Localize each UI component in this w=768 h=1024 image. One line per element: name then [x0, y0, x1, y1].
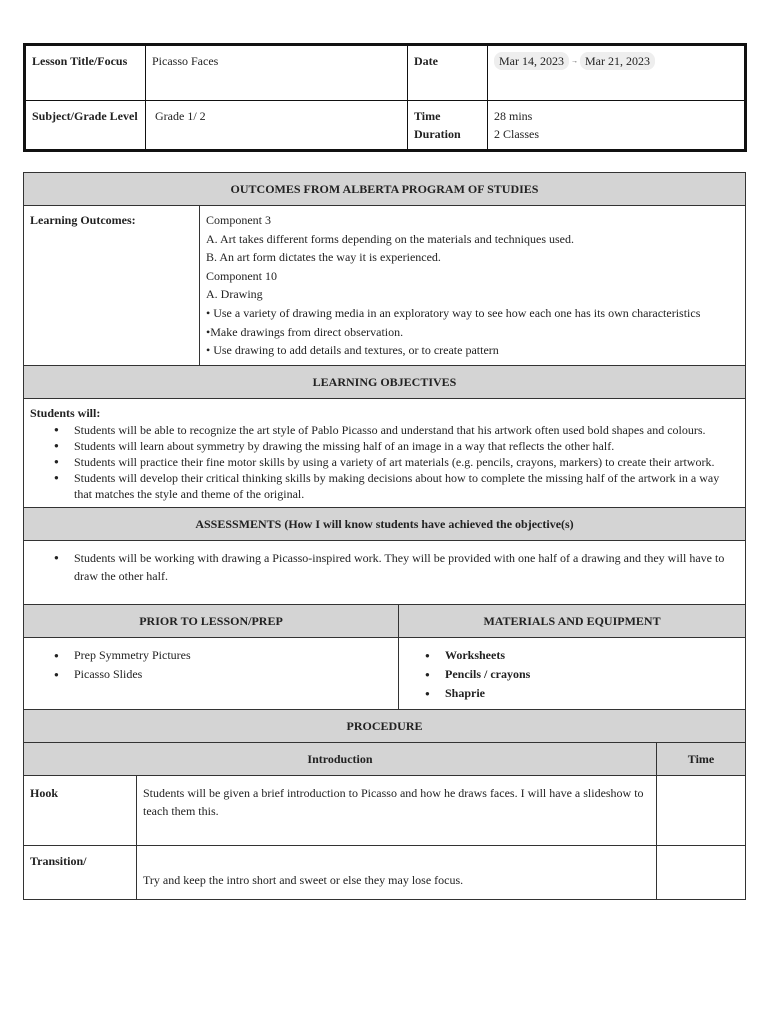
- subject-grade-value[interactable]: Grade 1/ 2: [146, 101, 408, 151]
- materials-content[interactable]: [399, 637, 746, 709]
- objectives-content[interactable]: [24, 398, 746, 507]
- list-item: ● Students will practice their fine motor skills by using a variety of art materials (e.g. pencils, crayons, markers) to create their artwork.: [30, 454, 739, 470]
- transition-label: Transition/: [24, 845, 137, 899]
- outcome-line: • Use drawing to add details and textures, or to create pattern: [206, 343, 499, 358]
- time-minutes: 28 mins: [494, 109, 533, 123]
- objectives-list: [30, 422, 739, 502]
- hook-label: Hook: [24, 775, 137, 845]
- lesson-plan-table: [23, 172, 746, 900]
- learning-outcomes-content[interactable]: [200, 206, 746, 366]
- prep-list: [30, 646, 392, 684]
- hook-text[interactable]: Students will be given a brief introduction to Picasso and how he draws faces. I will have a slideshow to teach them this.: [137, 775, 657, 845]
- prep-heading: PRIOR TO LESSON/PREP: [24, 604, 399, 637]
- time-column-heading: Time: [657, 742, 746, 775]
- objectives-heading: LEARNING OBJECTIVES: [24, 365, 746, 398]
- list-item: ● Students will be working with drawing a Picasso-inspired work. They will be provided with one half of a drawing and they will have to draw the other half.: [30, 549, 739, 585]
- outcomes-heading: OUTCOMES FROM ALBERTA PROGRAM OF STUDIES: [24, 173, 746, 206]
- list-item: ● Prep Symmetry Pictures: [30, 646, 392, 665]
- objectives-intro: Students will:: [30, 405, 101, 420]
- list-item: ● Worksheets: [401, 646, 739, 665]
- assessments-content[interactable]: [24, 540, 746, 604]
- subject-grade-label: Subject/Grade Level: [25, 101, 146, 151]
- assessments-list: [30, 549, 739, 585]
- outcome-line: Component 3: [206, 213, 271, 227]
- date-start-chip[interactable]: Mar 14, 2023: [494, 52, 569, 70]
- outcome-line: Component 10: [206, 268, 277, 283]
- materials-list: [401, 646, 739, 703]
- time-duration-label: Time Duration: [408, 101, 488, 151]
- time-duration-value[interactable]: [488, 101, 746, 151]
- date-end-chip[interactable]: Mar 21, 2023: [580, 52, 655, 70]
- outcome-line: A. Art takes different forms depending on the materials and techniques used.: [206, 231, 575, 246]
- list-item: ● Students will learn about symmetry by drawing the missing half of an image in a way that reflects the other half.: [30, 438, 739, 454]
- time-classes: 2 Classes: [494, 127, 539, 141]
- date-label: Date: [408, 45, 488, 101]
- list-item: ● Students will develop their critical thinking skills by making decisions about how to complete the missing half of the artwork in a way that matches the style and theme of the original.: [30, 470, 739, 502]
- date-arrow-icon: →: [571, 57, 578, 65]
- hook-time-cell[interactable]: [657, 775, 746, 845]
- lesson-title-label: Lesson Title/Focus: [25, 45, 146, 101]
- list-item: ● Shaprie: [401, 684, 739, 703]
- outcome-line: •Make drawings from direct observation.: [206, 324, 404, 339]
- outcome-line: A. Drawing: [206, 287, 263, 302]
- date-range: [488, 45, 746, 101]
- list-item: ● Students will be able to recognize the art style of Pablo Picasso and understand that his artwork often used bold shapes and colours.: [30, 422, 739, 438]
- list-item: ● Pencils / crayons: [401, 665, 739, 684]
- outcome-line: • Use a variety of drawing media in an exploratory way to see how each one has its own characteristics: [206, 305, 701, 320]
- outcome-line: B. An art form dictates the way it is experienced.: [206, 250, 441, 265]
- learning-outcomes-label: Learning Outcomes:: [24, 206, 200, 366]
- prep-content[interactable]: [24, 637, 399, 709]
- list-item: ● Picasso Slides: [30, 665, 392, 684]
- transition-text[interactable]: Try and keep the intro short and sweet or else they may lose focus.: [137, 845, 657, 899]
- lesson-title-value[interactable]: Picasso Faces: [146, 45, 408, 101]
- procedure-heading: PROCEDURE: [24, 709, 746, 742]
- introduction-heading: Introduction: [24, 742, 657, 775]
- materials-heading: MATERIALS AND EQUIPMENT: [399, 604, 746, 637]
- transition-time-cell[interactable]: [657, 845, 746, 899]
- assessments-heading: ASSESSMENTS (How I will know students have achieved the objective(s): [24, 507, 746, 540]
- lesson-header-table: [23, 43, 747, 152]
